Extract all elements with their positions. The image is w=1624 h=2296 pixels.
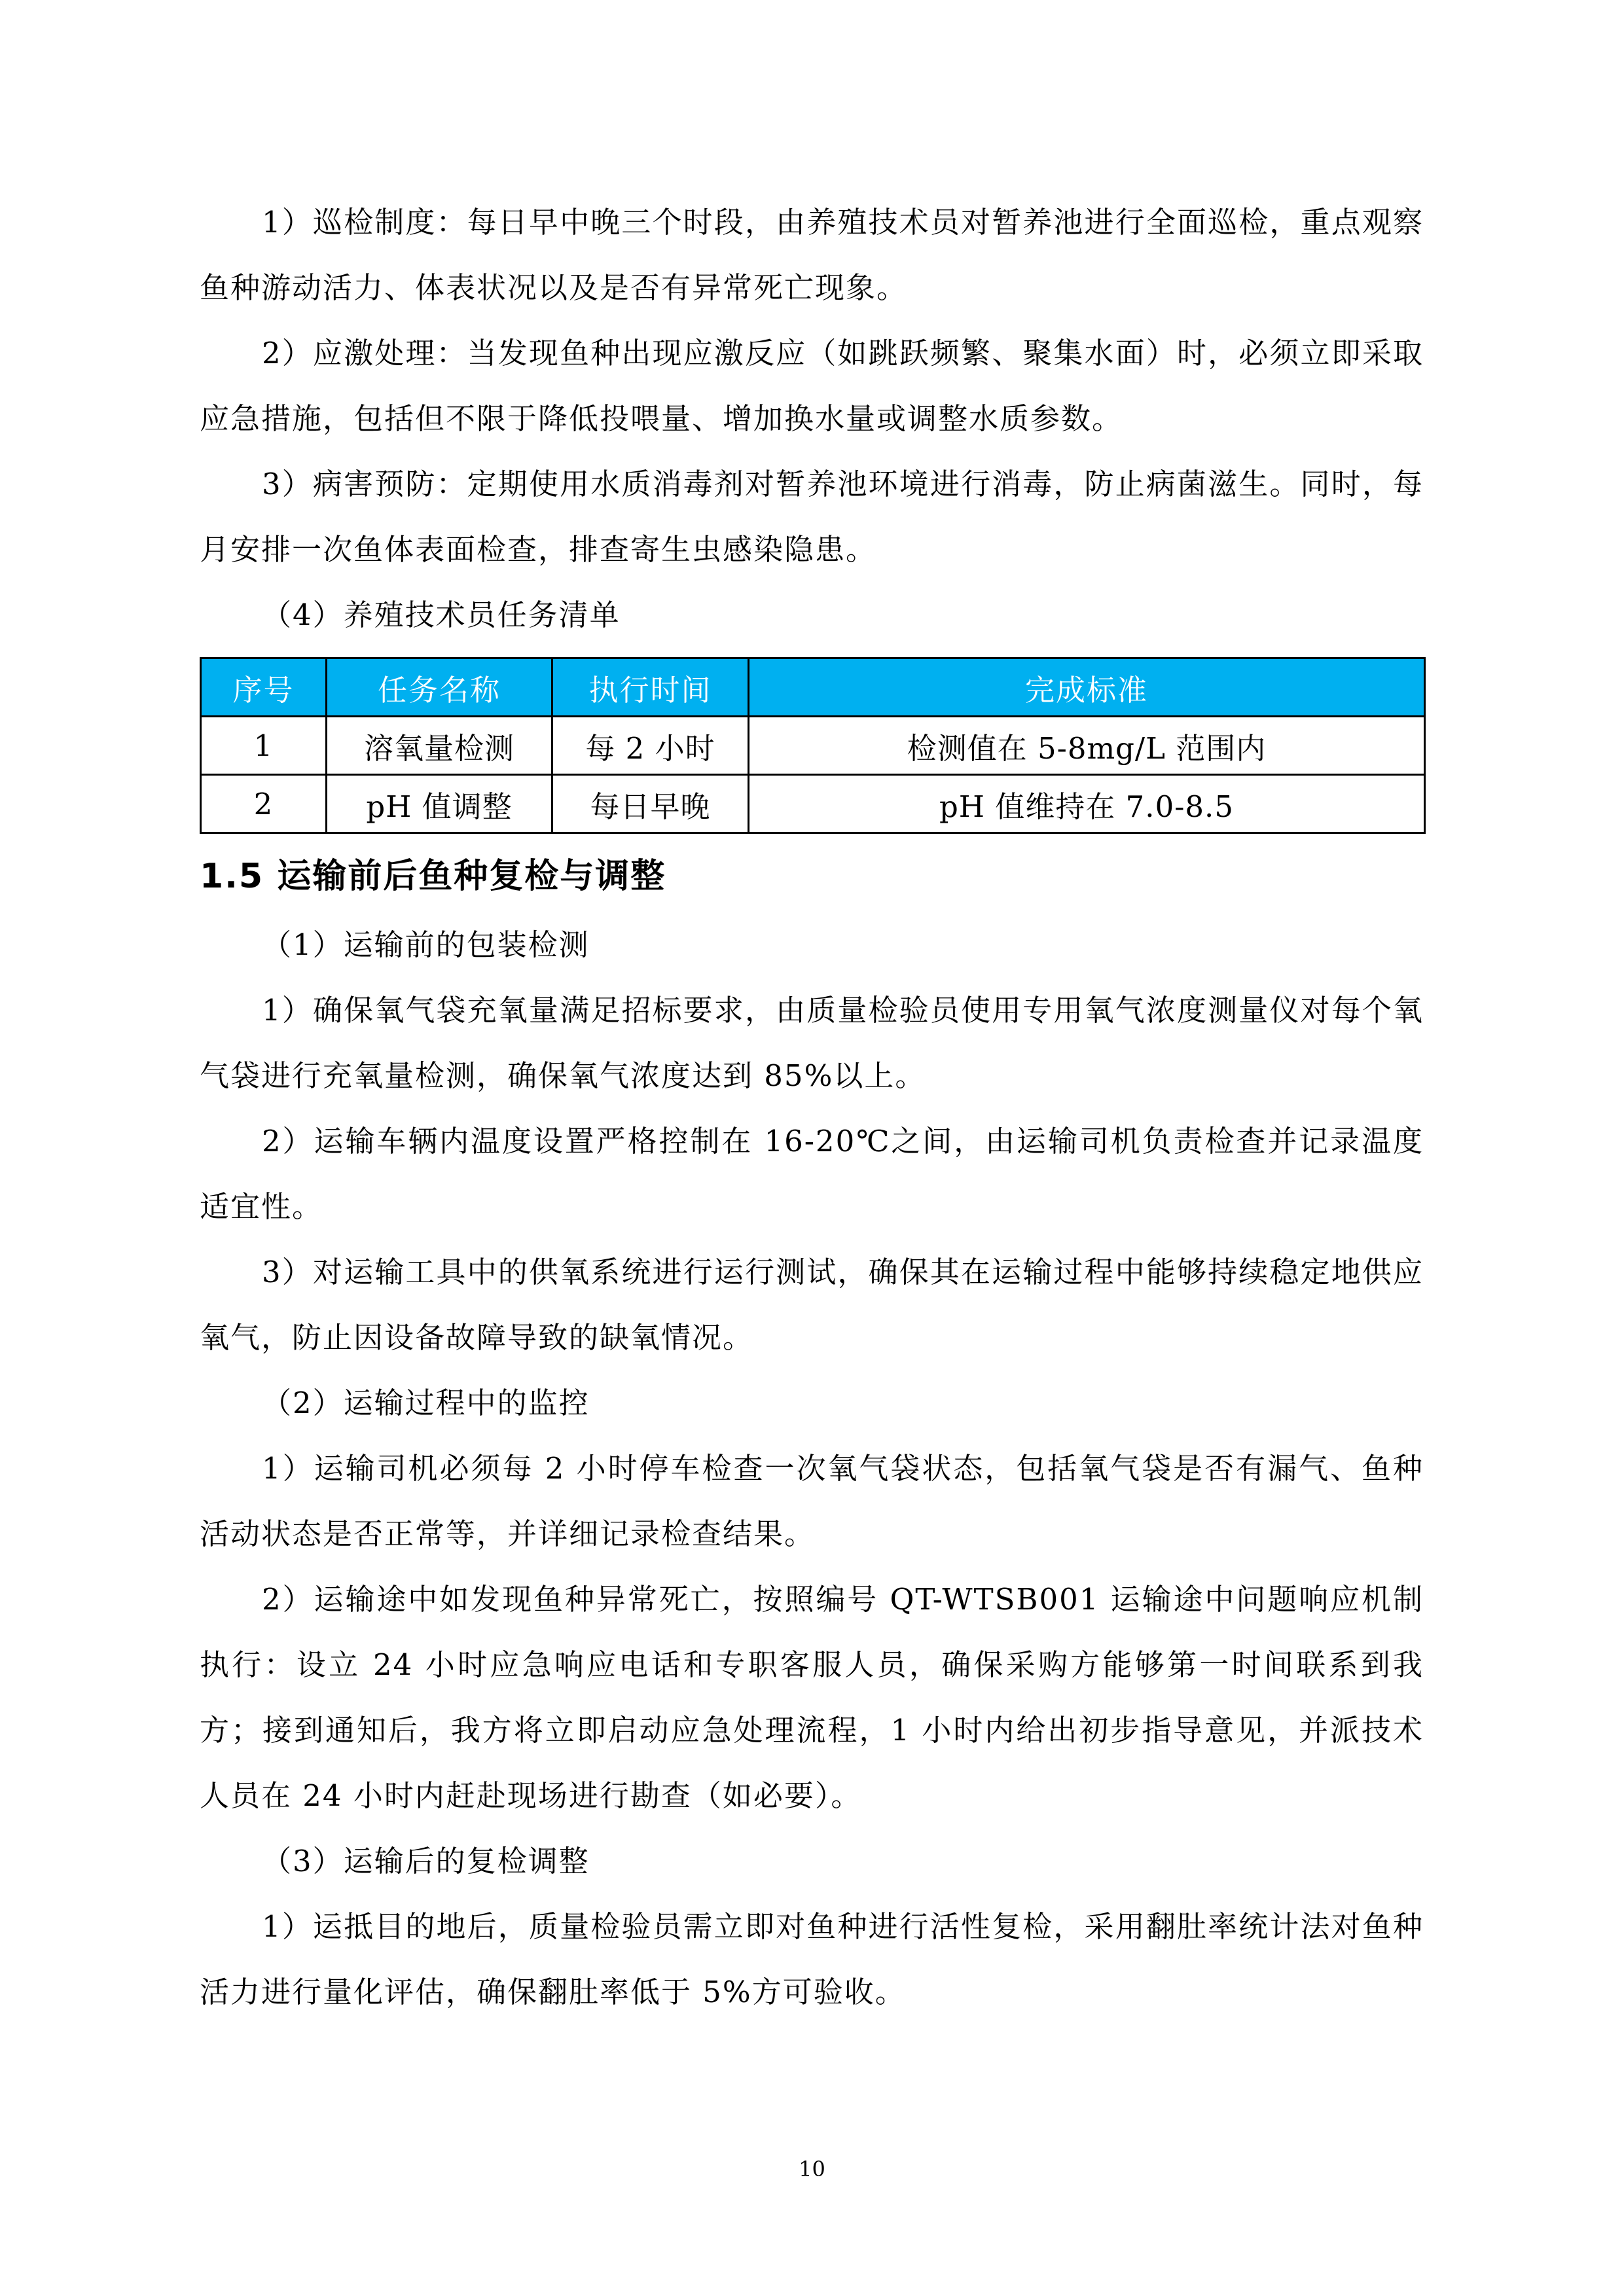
table-row (201, 717, 1425, 775)
header-cell: 序号 (201, 658, 327, 717)
page-number: 10 (799, 2157, 825, 2181)
table-header-row (201, 658, 1425, 717)
table-caption: （4）养殖技术员任务清单 (262, 598, 621, 632)
paragraph-stress: 2）应激处理：当发现鱼种出现应激反应（如跳跃频繁、聚集水面）时，必须立即采取应急措施，包括但不限于降低投喂量、增加换水量或调整水质参数。 (200, 336, 1424, 436)
subsection-heading: （3）运输后的复检调整 (262, 1844, 590, 1878)
header-cell: 执行时间 (552, 658, 749, 717)
subsection-heading: （1）运输前的包装检测 (262, 927, 590, 962)
subsection-heading: （2）运输过程中的监控 (262, 1386, 590, 1420)
paragraph: 1）运输司机必须每 2 小时停车检查一次氧气袋状态，包括氧气袋是否有漏气、鱼种活动状态是否正常等，并详细记录检查结果。 (200, 1451, 1424, 1551)
paragraph-inspection: 1）巡检制度：每日早中晚三个时段，由养殖技术员对暂养池进行全面巡检，重点观察鱼种游动活力、体表状况以及是否有异常死亡现象。 (200, 205, 1424, 305)
table-cell: pH 值维持在 7.0-8.5 (749, 775, 1425, 833)
paragraph: 2）运输途中如发现鱼种异常死亡，按照编号 QT-WTSB001 运输途中问题响应机制执行：设立 24 小时应急响应电话和专职客服人员，确保采购方能够第一时间联系到我方；接到通知后，我方将立即启动应急处理流程，1 小时内给出初步指导意见，并派技术人员在 24 小时内赶赴现场进行勘查（如必要）。 (200, 1582, 1424, 1813)
paragraph: 1）运抵目的地后，质量检验员需立即对鱼种进行活性复检，采用翻肚率统计法对鱼种活力进行量化评估，确保翻肚率低于 5%方可验收。 (200, 1909, 1424, 2009)
table-cell: 检测值在 5-8mg/L 范围内 (749, 717, 1425, 775)
paragraph: 2）运输车辆内温度设置严格控制在 16-20℃之间，由运输司机负责检查并记录温度适宜性。 (200, 1124, 1424, 1224)
header-cell: 任务名称 (327, 658, 552, 717)
table-cell: pH 值调整 (327, 775, 552, 833)
table-cell: 溶氧量检测 (327, 717, 552, 775)
table-cell: 每 2 小时 (552, 717, 749, 775)
paragraph: 3）对运输工具中的供氧系统进行运行测试，确保其在运输过程中能够持续稳定地供应氧气，防止因设备故障导致的缺氧情况。 (200, 1255, 1424, 1355)
table-cell: 2 (201, 775, 327, 833)
paragraph-disease: 3）病害预防：定期使用水质消毒剂对暂养池环境进行消毒，防止病菌滋生。同时，每月安排一次鱼体表面检查，排查寄生虫感染隐患。 (200, 467, 1424, 567)
task-table (200, 657, 1426, 834)
header-cell: 完成标准 (749, 658, 1425, 717)
paragraph: 1）确保氧气袋充氧量满足招标要求，由质量检验员使用专用氧气浓度测量仪对每个氧气袋进行充氧量检测，确保氧气浓度达到 85%以上。 (200, 993, 1424, 1093)
section-heading: 1.5 运输前后鱼种复检与调整 (200, 857, 666, 896)
page-content (200, 190, 1424, 2025)
table-cell: 每日早晚 (552, 775, 749, 833)
table-cell: 1 (201, 717, 327, 775)
table-row (201, 775, 1425, 833)
